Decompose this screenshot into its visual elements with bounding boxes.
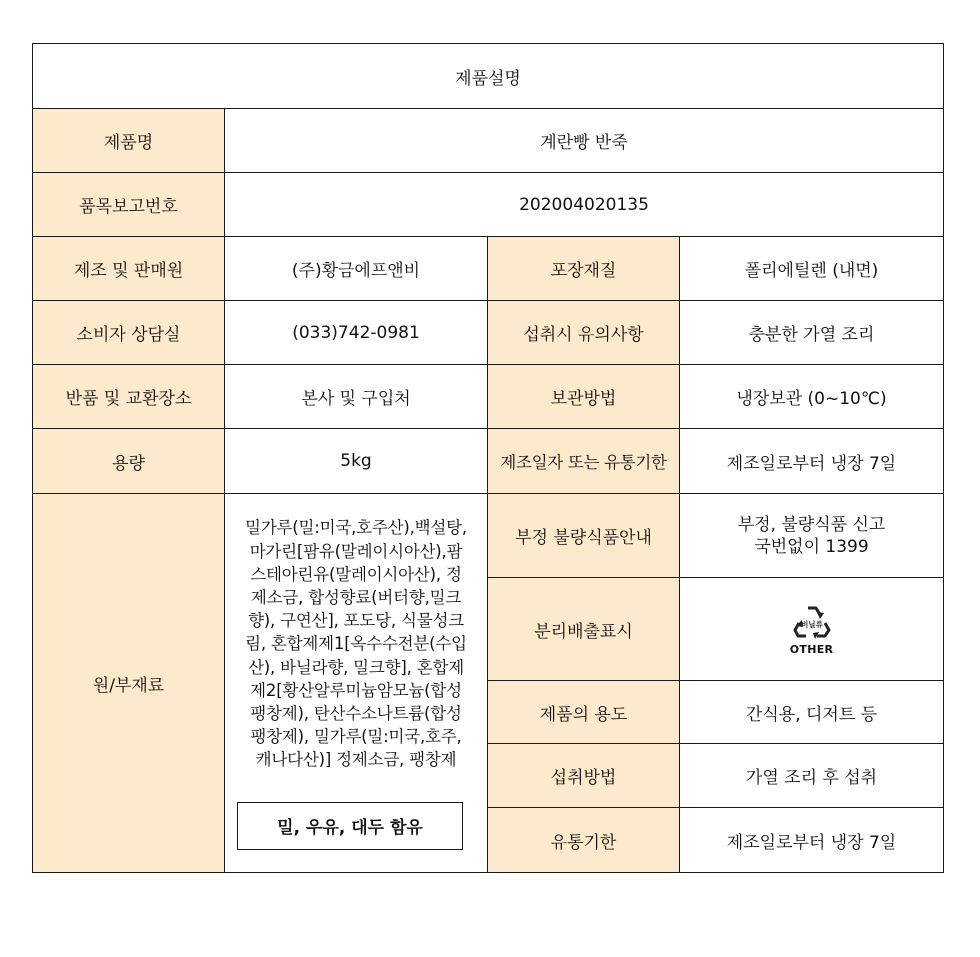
bad-food-value bbox=[680, 494, 944, 578]
ingredient-line: 팽창제), 밀가루(밀:미국,호주, bbox=[250, 727, 462, 747]
ingredients-label: 원/부재료 bbox=[33, 494, 225, 873]
returns-label: 반품 및 교환장소 bbox=[33, 365, 225, 429]
manufacturer-value: (주)황금에프앤비 bbox=[225, 237, 488, 301]
ingredients-cell bbox=[225, 494, 488, 873]
ingredient-line: 스테아린유(말레이시아산), 정 bbox=[250, 564, 462, 584]
allergen-box: 밀, 우유, 대두 함유 bbox=[237, 802, 463, 850]
ingredients-text bbox=[229, 516, 483, 771]
ingredient-line: 밀가루(밀:미국,호주산),백설탕, bbox=[245, 518, 467, 538]
ingredient-line: 제소금, 합성향료(버터향,밀크 bbox=[250, 587, 462, 607]
consumer-center-value: (033)742-0981 bbox=[225, 301, 488, 365]
product-info-table bbox=[32, 43, 944, 873]
storage-value: 냉장보관 (0~10℃) bbox=[680, 365, 944, 429]
mfg-date-value: 제조일로부터 냉장 7일 bbox=[680, 429, 944, 494]
intake-method-value: 가열 조리 후 섭취 bbox=[680, 744, 944, 808]
ingredient-line: 팽창제), 탄산수소나트륨(합성 bbox=[250, 704, 462, 723]
storage-label: 보관방법 bbox=[488, 365, 680, 429]
ingredient-line: 림, 혼합제제1[옥수수전분(수입 bbox=[245, 634, 467, 654]
recycle-label: 분리배출표시 bbox=[488, 578, 680, 681]
ingredient-line: 향), 구연산], 포도당, 식물성크 bbox=[248, 611, 464, 631]
recycle-mark bbox=[790, 603, 834, 656]
bad-food-line1: 부정, 불량식품 신고 bbox=[737, 514, 886, 535]
capacity-label: 용량 bbox=[33, 429, 225, 494]
packaging-value: 폴리에틸렌 (내면) bbox=[680, 237, 944, 301]
expiry-value: 제조일로부터 냉장 7일 bbox=[680, 808, 944, 873]
ingredient-line: 제2[황산알루미늄암모늄(합성 bbox=[250, 680, 462, 700]
packaging-label: 포장재질 bbox=[488, 237, 680, 301]
recycle-caption: OTHER bbox=[789, 642, 834, 656]
intake-caution-label: 섭취시 유의사항 bbox=[488, 301, 680, 365]
ingredient-line: 산), 바닐라향, 밀크향], 혼합제 bbox=[248, 657, 464, 677]
report-number-label: 품목보고번호 bbox=[33, 173, 225, 237]
usage-value: 간식용, 디저트 등 bbox=[680, 681, 944, 744]
recycle-material-text: 비닐류 bbox=[800, 619, 823, 629]
product-name-label: 제품명 bbox=[33, 109, 225, 173]
expiry-label: 유통기한 bbox=[488, 808, 680, 873]
ingredient-line: 캐나다산)] 정제소금, 팽창제 bbox=[255, 750, 457, 770]
report-number-value: 202004020135 bbox=[225, 173, 944, 237]
recycle-mark-cell bbox=[680, 578, 944, 681]
intake-method-label: 섭취방법 bbox=[488, 744, 680, 808]
capacity-value: 5kg bbox=[225, 429, 488, 494]
recycle-triangle-icon bbox=[791, 603, 833, 641]
usage-label: 제품의 용도 bbox=[488, 681, 680, 744]
consumer-center-label: 소비자 상담실 bbox=[33, 301, 225, 365]
bad-food-label: 부정 불량식품안내 bbox=[488, 494, 680, 578]
ingredient-line: 마가린[팜유(말레이시아산),팜 bbox=[249, 541, 463, 561]
table-title: 제품설명 bbox=[33, 44, 944, 109]
bad-food-line2: 국번없이 1399 bbox=[754, 536, 869, 557]
manufacturer-label: 제조 및 판매원 bbox=[33, 237, 225, 301]
mfg-date-label: 제조일자 또는 유통기한 bbox=[488, 429, 680, 494]
product-name-value: 계란빵 반죽 bbox=[225, 109, 944, 173]
intake-caution-value: 충분한 가열 조리 bbox=[680, 301, 944, 365]
returns-value: 본사 및 구입처 bbox=[225, 365, 488, 429]
